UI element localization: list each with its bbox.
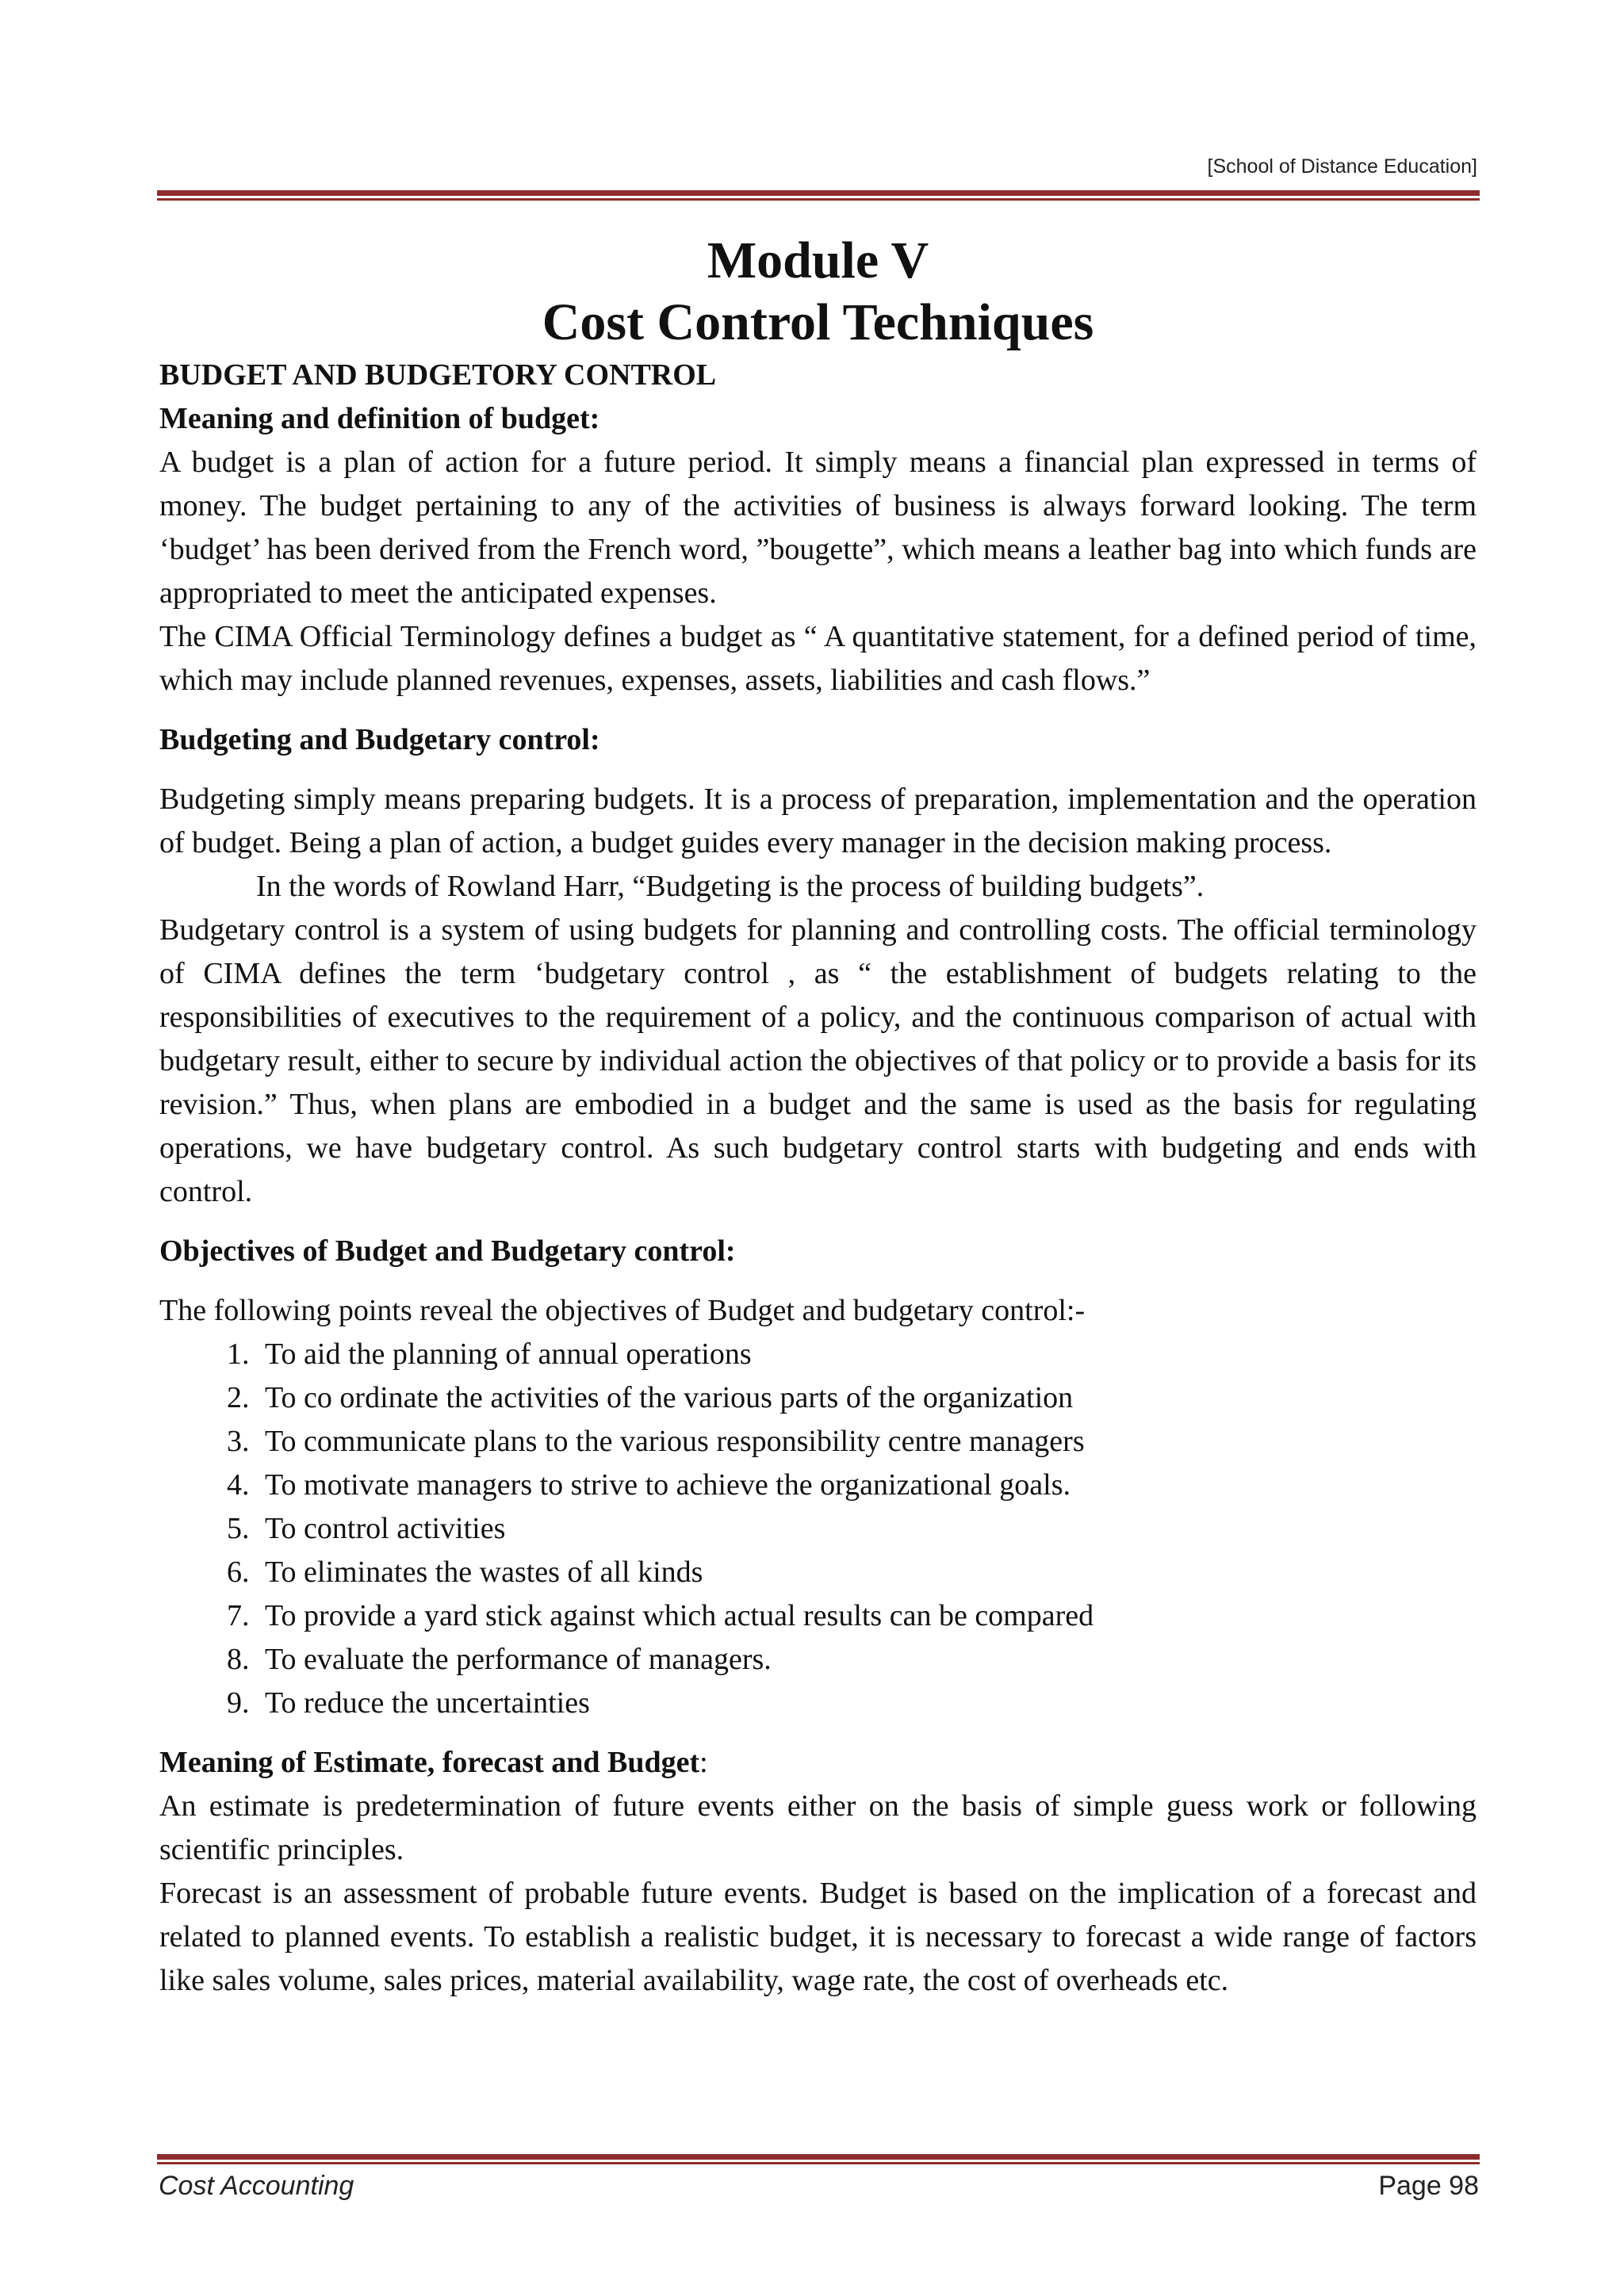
- section-heading-budgeting: Budgeting and Budgetary control:: [159, 723, 600, 756]
- paragraph-meaning-2: The CIMA Official Terminology defines a budget as “ A quantitative statement, for a defined period of time, which may include planned revenues, expenses, assets, liabilities and cash flows.”: [159, 620, 1477, 697]
- paragraph-estimate-2: Forecast is an assessment of probable future events. Budget is based on the implication of a forecast and related to planned events. To establish a realistic budget, it is necessary to forecast a wide range of factors like sales volume, sales prices, material availability, wage rate, the cost of overheads etc.: [159, 1877, 1477, 1997]
- footer-rule-thin: [157, 2162, 1480, 2164]
- header-institution: [School of Distance Education]: [1207, 155, 1477, 178]
- section-heading-meaning: Meaning and definition of budget:: [159, 402, 600, 435]
- list-item: 8. To evaluate the performance of managers.: [257, 1638, 1477, 1682]
- page-content: [159, 230, 1477, 2003]
- paragraph-objectives-intro: The following points reveal the objectives of Budget and budgetary control:-: [159, 1294, 1086, 1327]
- footer-page-number: Page 98: [1378, 2171, 1479, 2201]
- footer-rule-thick: [157, 2154, 1480, 2160]
- list-item: 4. To motivate managers to strive to achieve the organizational goals.: [257, 1464, 1477, 1507]
- objectives-list: [159, 1333, 1477, 1725]
- section-heading-budget: BUDGET AND BUDGETORY CONTROL: [159, 358, 717, 392]
- paragraph-budgeting-1: Budgeting simply means preparing budgets. It is a process of preparation, implementation and the operation of budget. Being a plan of action, a budget guides every manager in the decision making process.: [159, 783, 1477, 859]
- section-heading-estimate-colon: :: [699, 1746, 708, 1779]
- module-title-line2: Cost Control Techniques: [542, 293, 1094, 351]
- list-item: 6. To eliminates the wastes of all kinds: [257, 1551, 1477, 1594]
- footer-course: Cost Accounting: [159, 2171, 354, 2201]
- paragraph-meaning-1: A budget is a plan of action for a future period. It simply means a financial plan expressed in terms of money. The budget pertaining to any of the activities of business is always forward looking. The term ‘budget’ has been derived from the French word, ”bougette”, which means a leather bag into which funds are appropriated to meet the anticipated expenses.: [159, 446, 1477, 610]
- list-item: 5. To control activities: [257, 1507, 1477, 1551]
- header-rule-thin: [157, 198, 1480, 201]
- list-item: 7. To provide a yard stick against which actual results can be compared: [257, 1594, 1477, 1638]
- header-rule: [157, 190, 1480, 201]
- section-heading-estimate-wrap: [159, 1741, 1477, 1785]
- header-rule-thick: [157, 190, 1480, 196]
- section-heading-estimate: Meaning of Estimate, forecast and Budget: [159, 1746, 700, 1779]
- paragraph-budgeting-quote: In the words of Rowland Harr, “Budgeting is the process of building budgets”.: [256, 870, 1205, 903]
- section-heading-objectives: Objectives of Budget and Budgetary control:: [159, 1234, 736, 1268]
- paragraph-estimate-1: An estimate is predetermination of future events either on the basis of simple guess work or following scientific principles.: [159, 1789, 1477, 1866]
- footer-rule: [157, 2154, 1480, 2164]
- list-item: 2. To co ordinate the activities of the various parts of the organization: [257, 1376, 1477, 1420]
- module-title-line1: Module V: [707, 232, 929, 289]
- module-title: [159, 230, 1477, 354]
- paragraph-budgeting-2: Budgetary control is a system of using budgets for planning and controlling costs. The official terminology of CIMA defines the term ‘budgetary control , as “ the establishment of budgets relating to the responsibilities of executives to the requirement of a policy, and the continuous comparison of actual with budgetary result, either to secure by individual action the objectives of that policy or to provide a basis for its revision.” Thus, when plans are embodied in a budget and the same is used as the basis for regulating operations, we have budgetary control. As such budgetary control starts with budgeting and ends with control.: [159, 913, 1477, 1208]
- list-item: 9. To reduce the uncertainties: [257, 1682, 1477, 1725]
- list-item: 3. To communicate plans to the various responsibility centre managers: [257, 1420, 1477, 1464]
- list-item: 1. To aid the planning of annual operations: [257, 1333, 1477, 1376]
